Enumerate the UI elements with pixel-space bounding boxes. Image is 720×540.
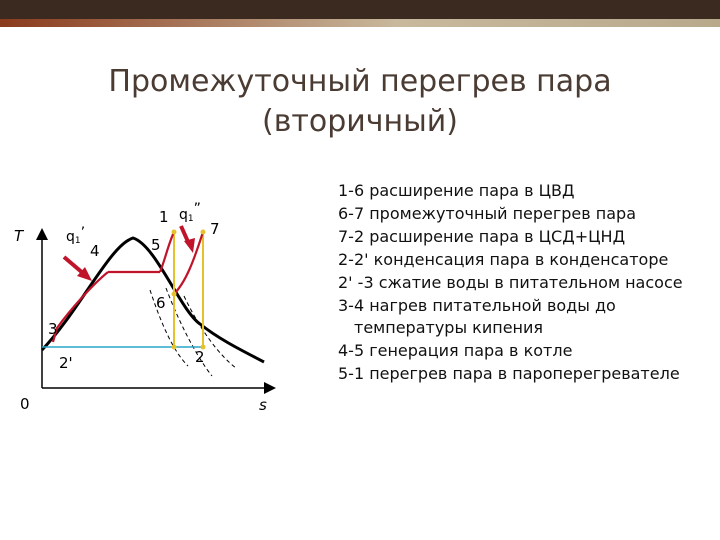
real-expansion-dashed-2	[166, 288, 212, 376]
legend-item: 2-2' конденсация пара в конденсаторе	[338, 250, 669, 269]
legend-item: 7-2 расширение пара в ЦСД+ЦНД	[338, 227, 626, 246]
point-4-label: 4	[90, 242, 100, 260]
q1-prime-label: q1’	[66, 225, 86, 246]
point-7-dot	[201, 230, 206, 235]
title-line-1: Промежуточный перегрев пара	[108, 64, 612, 99]
legend-item: 6-7 промежуточный перегрев пара	[338, 204, 637, 223]
point-5-label: 5	[151, 236, 161, 254]
slide-title	[0, 62, 720, 142]
point-1-label: 1	[159, 208, 169, 226]
ts-diagram	[0, 190, 300, 420]
heating-3-4-line	[53, 272, 108, 342]
top-dark-bar	[0, 0, 720, 19]
axis-t-label: T	[14, 227, 24, 245]
origin-label: 0	[20, 395, 30, 413]
legend-item: 3-4 нагрев питательной воды до температуры кипения	[338, 296, 616, 337]
legend-item: 5-1 перегрев пара в пароперегревателе	[338, 364, 680, 383]
process-legend	[338, 180, 718, 386]
q1-prime-arrow-shaft	[64, 257, 84, 274]
title-line-2: (вторичный)	[262, 104, 458, 139]
superheat-5-1-line	[160, 232, 174, 272]
point-2prime-label: 2'	[59, 354, 73, 372]
point-2-label: 2	[195, 348, 205, 366]
top-accent-bar	[0, 19, 720, 27]
ts-diagram-svg	[0, 190, 300, 420]
legend-item: 4-5 генерация пара в котле	[338, 341, 573, 360]
point-6-dot	[172, 292, 177, 297]
legend-item: 1-6 расширение пара в ЦВД	[338, 181, 575, 200]
point-7-label: 7	[210, 220, 220, 238]
point-a-dot	[172, 345, 177, 350]
axis-s-label: s	[259, 396, 267, 414]
q1-dprime-label: q1”	[179, 201, 201, 224]
point-6-label: 6	[156, 294, 166, 312]
point-1-dot	[172, 230, 177, 235]
point-3-label: 3	[48, 320, 58, 338]
legend-item: 2' -3 сжатие воды в питательном насосе	[338, 273, 683, 292]
